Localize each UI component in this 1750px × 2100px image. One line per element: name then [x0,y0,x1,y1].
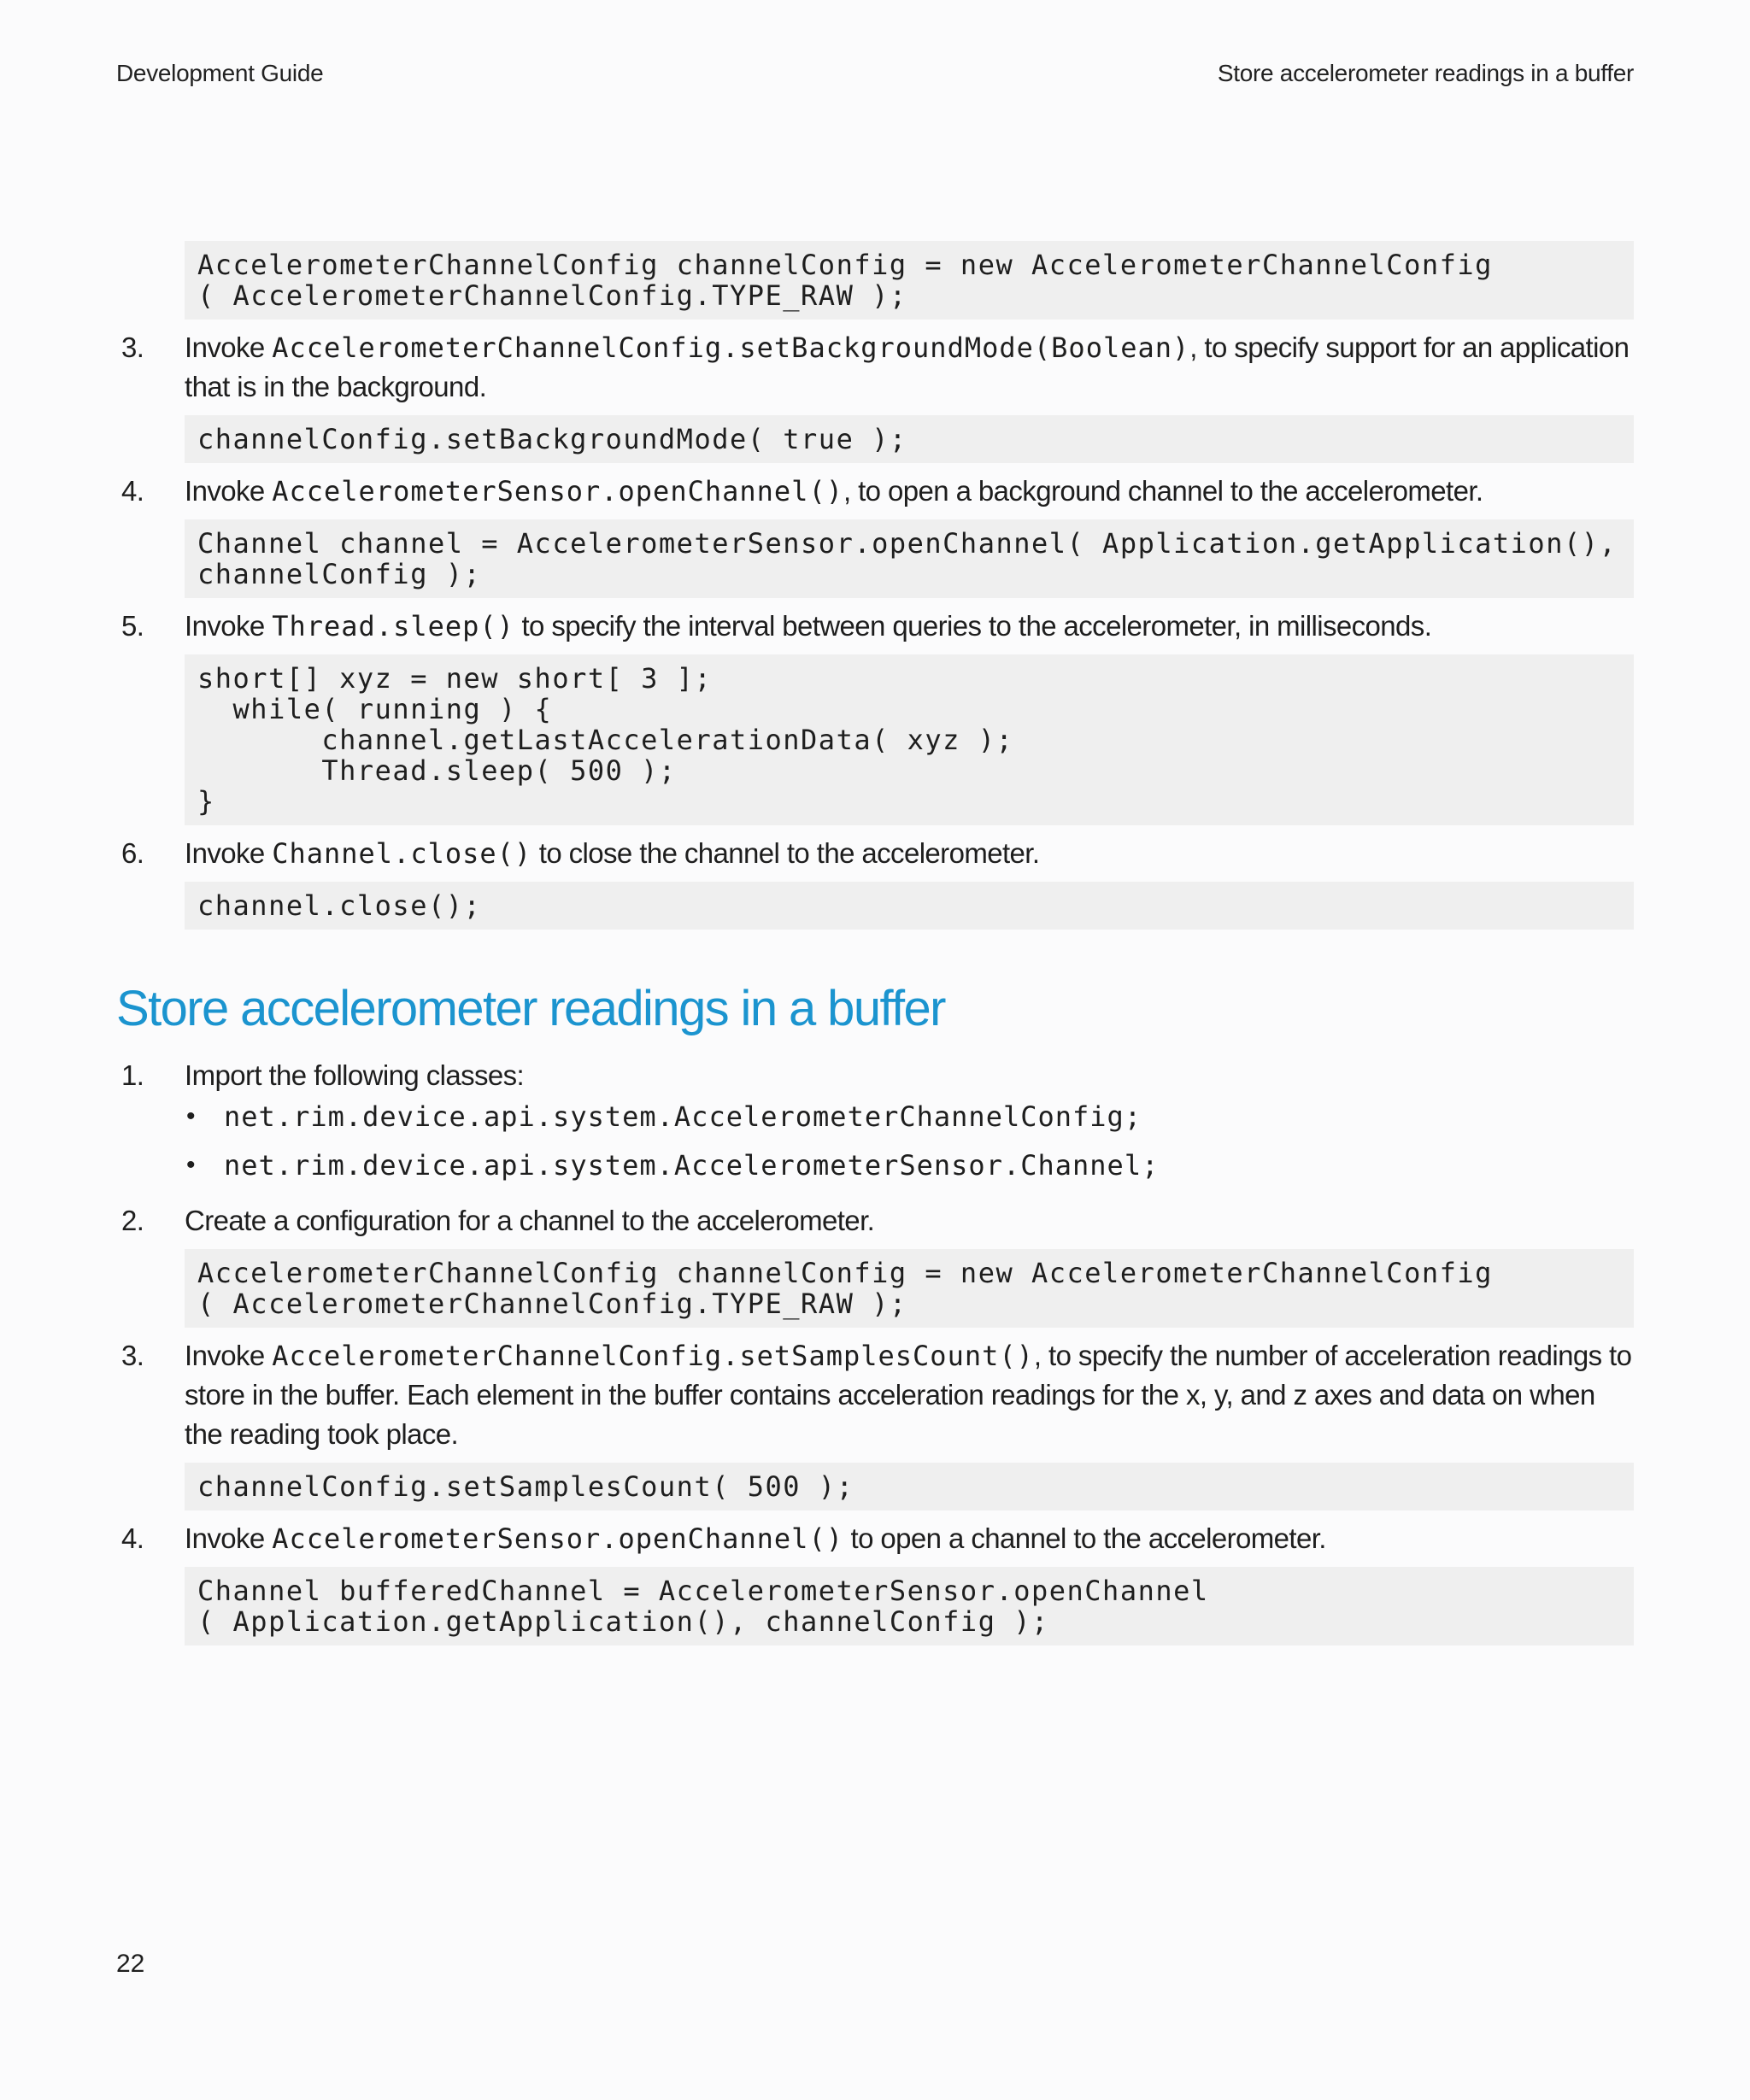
inline-code: AccelerometerSensor.openChannel() [272,475,843,507]
step-text-suffix: to specify the interval between queries to the accelerometer, in milliseconds. [514,610,1432,642]
step-number: 4. [121,475,144,507]
step-text-suffix: to open a channel to the accelerometer. [843,1522,1326,1554]
step-6-close-channel [116,834,1634,873]
list-item [185,1095,1634,1144]
bullet-icon: • [186,1151,196,1179]
section-heading: Store accelerometer readings in a buffer [116,981,945,1036]
step-3-samples-count [116,1336,1634,1454]
code-block-channel-config: AccelerometerChannelConfig channelConfig = new AccelerometerChannelConfig ( AccelerometerChannelConfig.TYPE_RAW ); [185,241,1634,320]
step-text: Create a configuration for a channel to the accelerometer. [185,1205,875,1236]
step-5-thread-sleep [116,607,1634,646]
step-number: 4. [121,1522,144,1554]
step-number: 1. [121,1059,144,1091]
inline-code: AccelerometerChannelConfig.setBackgroundMode(Boolean) [272,331,1190,364]
step-text-suffix: , to open a background channel to the accelerometer. [843,475,1483,507]
step-4-open-buffered-channel [116,1519,1634,1558]
code-block-open-channel: Channel channel = AccelerometerSensor.openChannel( Application.getApplication(), channelConfig ); [185,519,1634,598]
step-text-prefix: Invoke [185,610,273,642]
step-4-open-background-channel [116,472,1634,511]
step-1-import-classes [116,1056,1634,1095]
import-class-name: net.rim.device.api.system.AccelerometerSensor.Channel; [224,1149,1160,1182]
step-text-suffix: , to specify the number of acceleration readings to store in the buffer. Each element in the buffer contains acceleration readings for the x, y, and z axes and data on when the reading took place. [185,1340,1632,1450]
step-text-suffix: to close the channel to the accelerometer. [531,837,1040,869]
code-block-close-channel: channel.close(); [185,882,1634,930]
step-text-prefix: Invoke [185,1522,273,1554]
import-list [116,1095,1634,1193]
step-text-prefix: Invoke [185,475,273,507]
code-block-query-loop: short[] xyz = new short[ 3 ]; while( running ) { channel.getLastAccelerationData( xyz ); Thread.sleep( 500 ); } [185,654,1634,825]
code-block-samples-count: channelConfig.setSamplesCount( 500 ); [185,1463,1634,1510]
code-block-buffered-channel: Channel bufferedChannel = AccelerometerSensor.openChannel ( Application.getApplication(), channelConfig ); [185,1567,1634,1645]
code-block-buffer-config: AccelerometerChannelConfig channelConfig = new AccelerometerChannelConfig ( AccelerometerChannelConfig.TYPE_RAW ); [185,1249,1634,1328]
step-text-suffix: , to specify support for an application that is in the background. [185,331,1630,402]
page-number: 22 [116,1950,145,1978]
step-text-prefix: Invoke [185,837,273,869]
step-text: Import the following classes: [185,1059,525,1091]
code-block-background-mode: channelConfig.setBackgroundMode( true ); [185,415,1634,463]
inline-code: AccelerometerChannelConfig.setSamplesCount() [272,1340,1034,1372]
step-2-create-config [116,1201,1634,1241]
inline-code: Thread.sleep() [272,610,514,642]
bullet-icon: • [186,1102,196,1130]
step-number: 3. [121,1340,144,1371]
inline-code: AccelerometerSensor.openChannel() [272,1522,843,1555]
inline-code: Channel.close() [272,837,532,870]
running-header-right: Store accelerometer readings in a buffer [1217,60,1634,86]
page-content [116,241,1634,1645]
step-number: 6. [121,837,144,869]
list-item [185,1144,1634,1193]
running-header-left: Development Guide [116,60,324,86]
step-number: 2. [121,1205,144,1236]
import-class-name: net.rim.device.api.system.AccelerometerChannelConfig; [224,1100,1142,1133]
step-number: 3. [121,331,144,363]
step-text-prefix: Invoke [185,1340,273,1371]
step-3-background-mode [116,328,1634,407]
step-text-prefix: Invoke [185,331,273,363]
step-number: 5. [121,610,144,642]
